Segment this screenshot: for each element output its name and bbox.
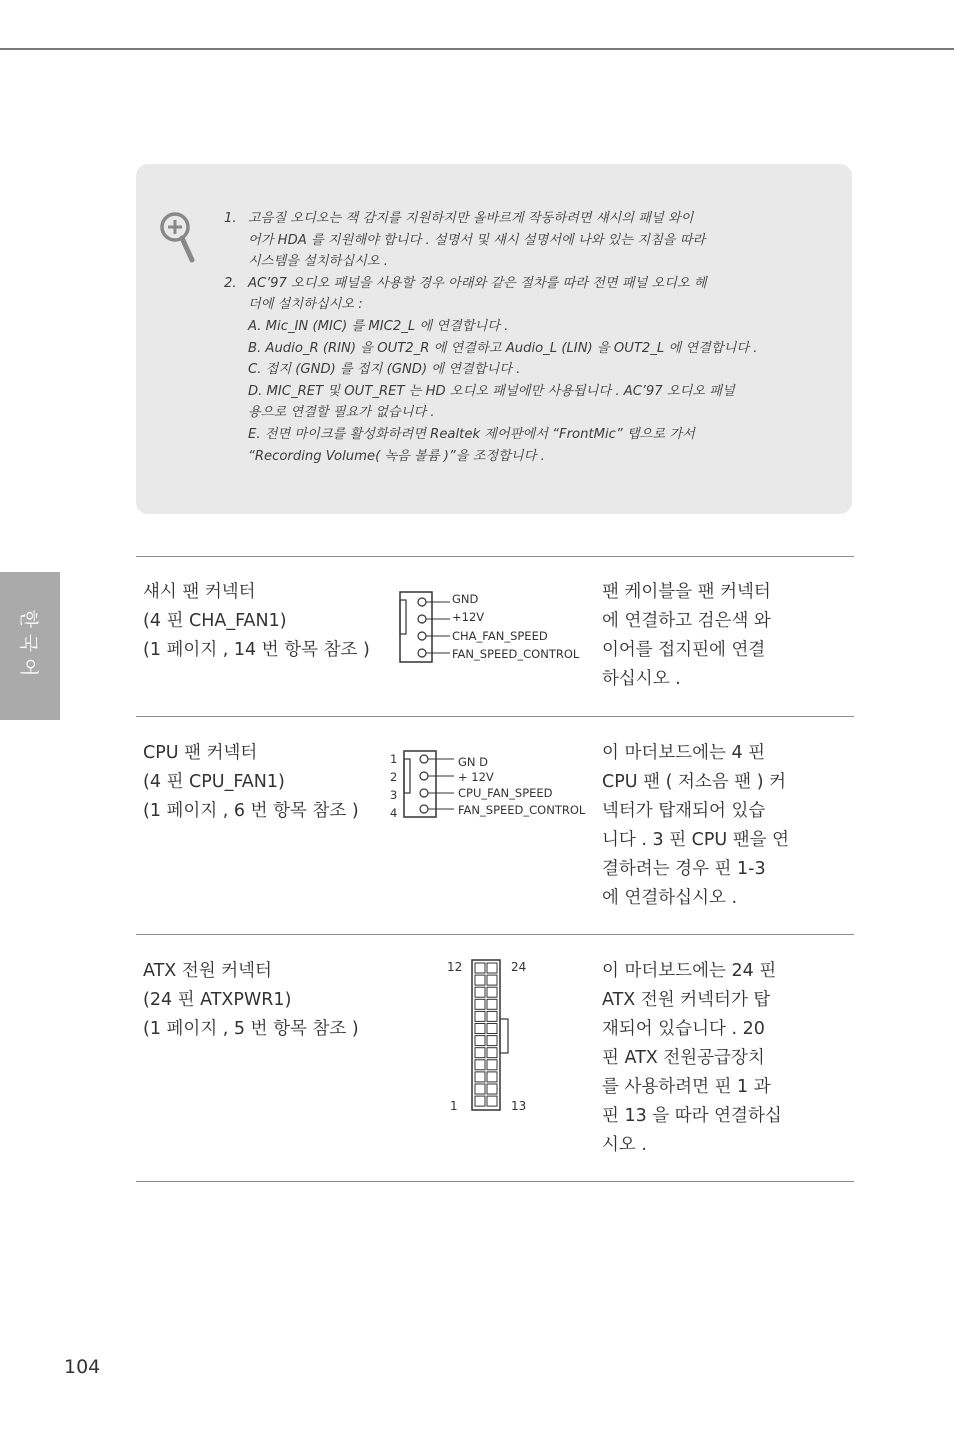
atx-pin <box>475 1072 485 1082</box>
atx-power-description <box>602 957 802 1160</box>
note-line: A. Mic_IN (MIC) 를 MIC2_L 에 연결합니다 . <box>248 318 509 334</box>
atx-pin <box>487 1072 497 1082</box>
pin-label: GND <box>452 592 479 606</box>
pin-label: FAN_SPEED_CONTROL <box>458 803 586 817</box>
note-line: E. 전면 마이크를 활성화하려면 Realtek 제어판에서 “FrontMic” 탭으로 가서 <box>248 426 695 442</box>
atx-pin <box>487 1096 497 1106</box>
cpu-fan-description <box>602 739 802 913</box>
pin-label: CHA_FAN_SPEED <box>452 629 548 643</box>
pin-circle <box>418 649 426 657</box>
atx-pin <box>475 1096 485 1106</box>
connector-latch <box>500 1019 508 1053</box>
pin-circle <box>420 789 428 797</box>
desc-line: 재되어 있습니다 . 20 <box>602 1019 765 1039</box>
desc-line: 를 사용하려면 핀 1 과 <box>602 1077 771 1097</box>
section-reference: (1 페이지 , 14 번 항목 참조 ) <box>143 640 370 660</box>
atx-pin <box>487 1024 497 1034</box>
note-line: 어가 HDA 를 지원해야 합니다 . 설명서 및 섀시 설명서에 나와 있는 지침을 따라 <box>248 232 706 248</box>
desc-line: 에 연결하십시오 . <box>602 888 738 908</box>
connector-key <box>400 600 406 634</box>
language-side-tab <box>0 572 60 720</box>
pin-label: GN D <box>458 755 489 769</box>
atx-pin <box>487 963 497 973</box>
atx-pin <box>475 1036 485 1046</box>
atx-pin <box>475 1011 485 1021</box>
section-title: ATX 전원 커넥터 <box>143 961 272 981</box>
section-reference: (1 페이지 , 5 번 항목 참조 ) <box>143 1019 359 1039</box>
pin-label: CPU_FAN_SPEED <box>458 786 553 800</box>
note-number: 1. <box>224 211 237 226</box>
atx-pin <box>487 975 497 985</box>
section-divider <box>136 1181 854 1182</box>
note-line: 시스템을 설치하십시오 . <box>248 254 388 270</box>
section-title: 섀시 팬 커넥터 <box>143 582 256 602</box>
note-number: 2. <box>224 275 237 291</box>
section-title: CPU 팬 커넥터 <box>143 743 258 763</box>
desc-line: 결하려는 경우 핀 1-3 <box>602 859 766 879</box>
note-item <box>224 273 784 467</box>
pin-circle <box>420 755 428 763</box>
pin-label: + 12V <box>458 770 494 784</box>
pin-circle <box>418 632 426 640</box>
pin-grid <box>475 963 497 1106</box>
atx-pin <box>475 975 485 985</box>
desc-line: 시오 . <box>602 1135 647 1155</box>
desc-line: 에 연결하고 검은색 와 <box>602 611 771 631</box>
section-connector: (4 핀 CHA_FAN1) <box>143 611 287 631</box>
chassis-fan-description <box>602 578 802 694</box>
pin-circle <box>420 805 428 813</box>
pin-number: 2 <box>390 770 398 784</box>
section-divider <box>136 556 854 557</box>
pin-number: 3 <box>390 788 398 802</box>
atx-power-label <box>143 957 359 1044</box>
note-line: 더에 설치하십시오 : <box>248 297 363 313</box>
note-line: B. Audio_R (RIN) 을 OUT2_R 에 연결하고 Audio_L (LIN) 을 OUT2_L 에 연결합니다 . <box>248 340 758 356</box>
pin-label-bottom-right: 13 <box>511 1099 527 1113</box>
atx-pin <box>487 999 497 1009</box>
language-tab-label: 한국어 <box>17 609 40 683</box>
atx-pin <box>487 987 497 997</box>
atx-pin <box>475 963 485 973</box>
pin-circle <box>420 772 428 780</box>
note-line: “Recording Volume( 녹음 볼륨 )”을 조정합니다 . <box>248 448 545 464</box>
atx-pin <box>487 1084 497 1094</box>
note-item <box>224 208 784 273</box>
desc-line: 넥터가 탑재되어 있습 <box>602 801 766 821</box>
atx-pin <box>487 1011 497 1021</box>
pin-label-top-right: 24 <box>511 960 527 974</box>
desc-line: 이 마더보드에는 4 핀 <box>602 743 766 763</box>
note-line: 고음질 오디오는 잭 감지를 지원하지만 올바르게 작동하려면 섀시의 패널 와이 <box>248 211 694 226</box>
notes-list <box>224 208 784 467</box>
atx-pin <box>475 1024 485 1034</box>
desc-line: 니다 . 3 핀 CPU 팬을 연 <box>602 830 790 850</box>
atx-pin <box>475 999 485 1009</box>
section-reference: (1 페이지 , 6 번 항목 참조 ) <box>143 801 359 821</box>
section-divider <box>136 934 854 935</box>
desc-line: ATX 전원 커넥터가 탑 <box>602 990 771 1010</box>
pin-label-top-left: 12 <box>447 960 463 974</box>
pin-label: FAN_SPEED_CONTROL <box>452 647 580 661</box>
desc-line: 핀 13 을 따라 연결하십 <box>602 1106 782 1126</box>
desc-line: 이어를 접지핀에 연결 <box>602 640 766 660</box>
desc-line: 핀 ATX 전원공급장치 <box>602 1048 765 1068</box>
connector-key <box>404 759 410 793</box>
top-rule <box>0 48 954 50</box>
note-line: D. MIC_RET 및 OUT_RET 는 HD 오디오 패널에만 사용됩니다 . AC’97 오디오 패널 <box>248 383 735 399</box>
atx-pin <box>475 1060 485 1070</box>
page-number: 104 <box>64 1356 101 1378</box>
connector-housing <box>472 960 500 1110</box>
atx-pin <box>487 1048 497 1058</box>
note-line: 용으로 연결할 필요가 없습니다 . <box>248 405 435 421</box>
atx-power-pin-diagram <box>440 955 540 1120</box>
note-line: AC’97 오디오 패널을 사용할 경우 아래와 같은 절차를 따라 전면 패널 오디오 헤 <box>248 275 707 291</box>
magnifier-plus-icon <box>158 210 198 266</box>
section-connector: (24 핀 ATXPWR1) <box>143 990 292 1010</box>
pin-label-bottom-left: 1 <box>450 1099 458 1113</box>
section-connector: (4 핀 CPU_FAN1) <box>143 772 285 792</box>
atx-pin <box>475 987 485 997</box>
pin-number: 1 <box>390 752 398 766</box>
chassis-fan-pin-diagram <box>396 588 596 668</box>
pin-number: 4 <box>390 806 398 820</box>
section-divider <box>136 716 854 717</box>
atx-pin <box>475 1084 485 1094</box>
note-line: C. 접지 (GND) 를 접지 (GND) 에 연결합니다 . <box>248 362 521 378</box>
pin-label: +12V <box>452 610 485 624</box>
note-box <box>136 164 852 514</box>
desc-line: 이 마더보드에는 24 핀 <box>602 961 777 981</box>
cpu-fan-label <box>143 739 359 826</box>
desc-line: 팬 케이블을 팬 커넥터 <box>602 582 771 602</box>
atx-pin <box>475 1048 485 1058</box>
desc-line: 하십시오 . <box>602 669 681 689</box>
pin-circle <box>418 598 426 606</box>
atx-pin <box>487 1036 497 1046</box>
chassis-fan-label <box>143 578 370 665</box>
cpu-fan-pin-diagram <box>386 748 596 822</box>
atx-pin <box>487 1060 497 1070</box>
desc-line: CPU 팬 ( 저소음 팬 ) 커 <box>602 772 787 792</box>
pin-circle <box>418 615 426 623</box>
